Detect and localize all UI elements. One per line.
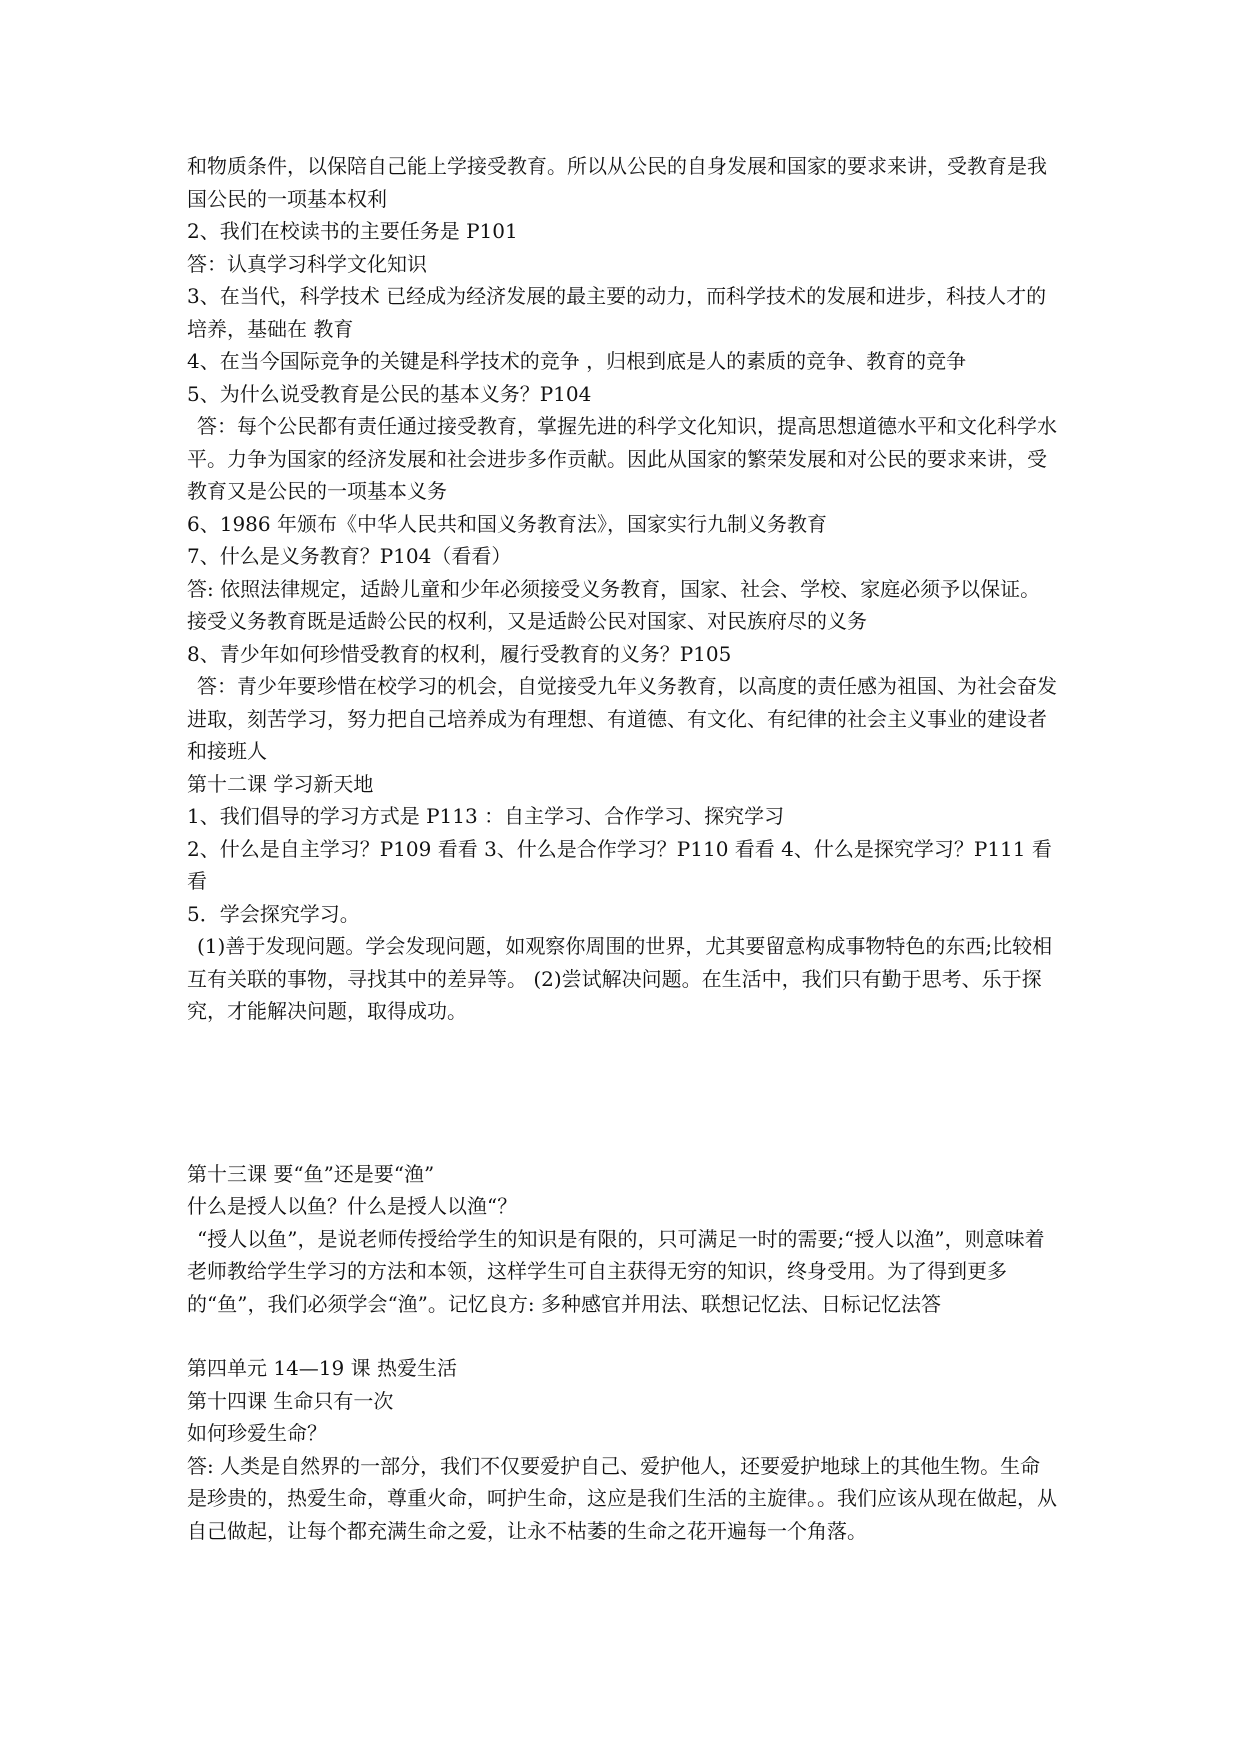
question-7: 7、什么是义务教育？P104（看看） xyxy=(187,544,512,568)
spacer xyxy=(187,1320,1057,1352)
question-8: 8、青少年如何珍惜受教育的权利，履行受教育的义务？P105 xyxy=(187,641,732,666)
lesson-12-item-2: 2、什么是自主学习？P109 看看 3、什么是合作学习？P110 看看 4、什么是探究学习？P111 看看 xyxy=(187,836,1052,893)
lesson-14-question: 如何珍爱生命？ xyxy=(187,1421,327,1445)
lesson-12-item-5-detail: (1)善于发现问题。学会发现问题，如观察你周围的世界，尤其要留意构成事物特色的东西;比较相互有关联的事物，寻找其中的差异等。 (2)尝试解决问题。在生活中，我们只有勤于思考、乐于探究，才能解决问题，取得成功。 xyxy=(187,934,1053,1023)
item-6: 6、1986 年颁布《中华人民共和国义务教育法》，国家实行九制义务教育 xyxy=(187,511,827,536)
question-2: 2、我们在校读书的主要任务是 P101 xyxy=(187,219,518,243)
lesson-14-answer: 答: 人类是自然界的一部分，我们不仅要爱护自己、爱护他人，还要爱护地球上的其他生物。生命是珍贵的，热爱生命，尊重火命，呵护生命，这应是我们生活的主旋律。。我们应该从现在做起，从自己做起，让每个都充满生命之爱，让永不枯萎的生命之花开遍每一个角落。 xyxy=(187,1453,1057,1543)
paragraph-1: 和物质条件，以保陪自己能上学接受教育。所以从公民的自身发展和国家的要求来讲，受教育是我国公民的一项基本权利 xyxy=(187,154,1047,211)
lesson-12-heading: 第十二课 学习新天地 xyxy=(187,771,374,796)
lesson-14-heading: 第十四课 生命只有一次 xyxy=(187,1388,394,1413)
answer-8: 答：青少年要珍惜在校学习的机会，自觉接受九年义务教育，以高度的责任感为祖国、为社会奋发进取，刻苦学习，努力把自己培养成为有理想、有道德、有文化、有纪律的社会主义事业的建设者和接班人 xyxy=(187,674,1057,763)
question-5: 5、为什么说受教育是公民的基本义务？P104 xyxy=(187,381,592,406)
answer-7: 答: 依照法律规定，适龄儿童和少年必须接受义务教育，国家、社会、学校、家庭必须予以保证。接受义务教育既是适龄公民的权利，又是适龄公民对国家、对民族府尽的义务 xyxy=(187,576,1041,633)
item-4: 4、在当今国际竞争的关键是科学技术的竞争 ，归根到底是人的素质的竞争、教育的竞争 xyxy=(187,349,967,373)
item-3: 3、在当代，科学技术 已经成为经济发展的最主要的动力，而科学技术的发展和进步，科技人才的培养，基础在 教育 xyxy=(187,284,1047,341)
lesson-13-heading: 第十三课 要“鱼”还是要“渔” xyxy=(187,1161,435,1186)
answer-2: 答：认真学习科学文化知识 xyxy=(187,251,427,276)
lesson-12-item-1: 1、我们倡导的学习方式是 P113 ：自主学习、合作学习、探究学习 xyxy=(187,804,785,828)
document-page xyxy=(187,150,1057,1547)
lesson-13-question: 什么是授人以鱼？什么是授人以渔“？ xyxy=(187,1194,518,1218)
lesson-13-answer: “授人以鱼”，是说老师传授给学生的知识是有限的，只可满足一时的需要;“授人以渔”，则意味着老师教给学生学习的方法和本领，这样学生可自主获得无穷的知识，终身受用。为了得到更多的“鱼”，我们必须学会“渔”。记忆良方: 多种感官并用法、联想记忆法、日标记忆法答 xyxy=(187,1226,1045,1316)
lesson-12-item-5: 5．学会探究学习。 xyxy=(187,901,360,926)
answer-5: 答：每个公民都有责任通过接受教育，掌握先进的科学文化知识，提高思想道德水平和文化科学水平。力争为国家的经济发展和社会进步多作贡献。因此从国家的繁荣发展和对公民的要求来讲，受教育又是公民的一项基本义务 xyxy=(187,414,1057,503)
unit-4-heading: 第四单元 14—19 课 热爱生活 xyxy=(187,1356,457,1380)
spacer xyxy=(187,1028,1057,1158)
